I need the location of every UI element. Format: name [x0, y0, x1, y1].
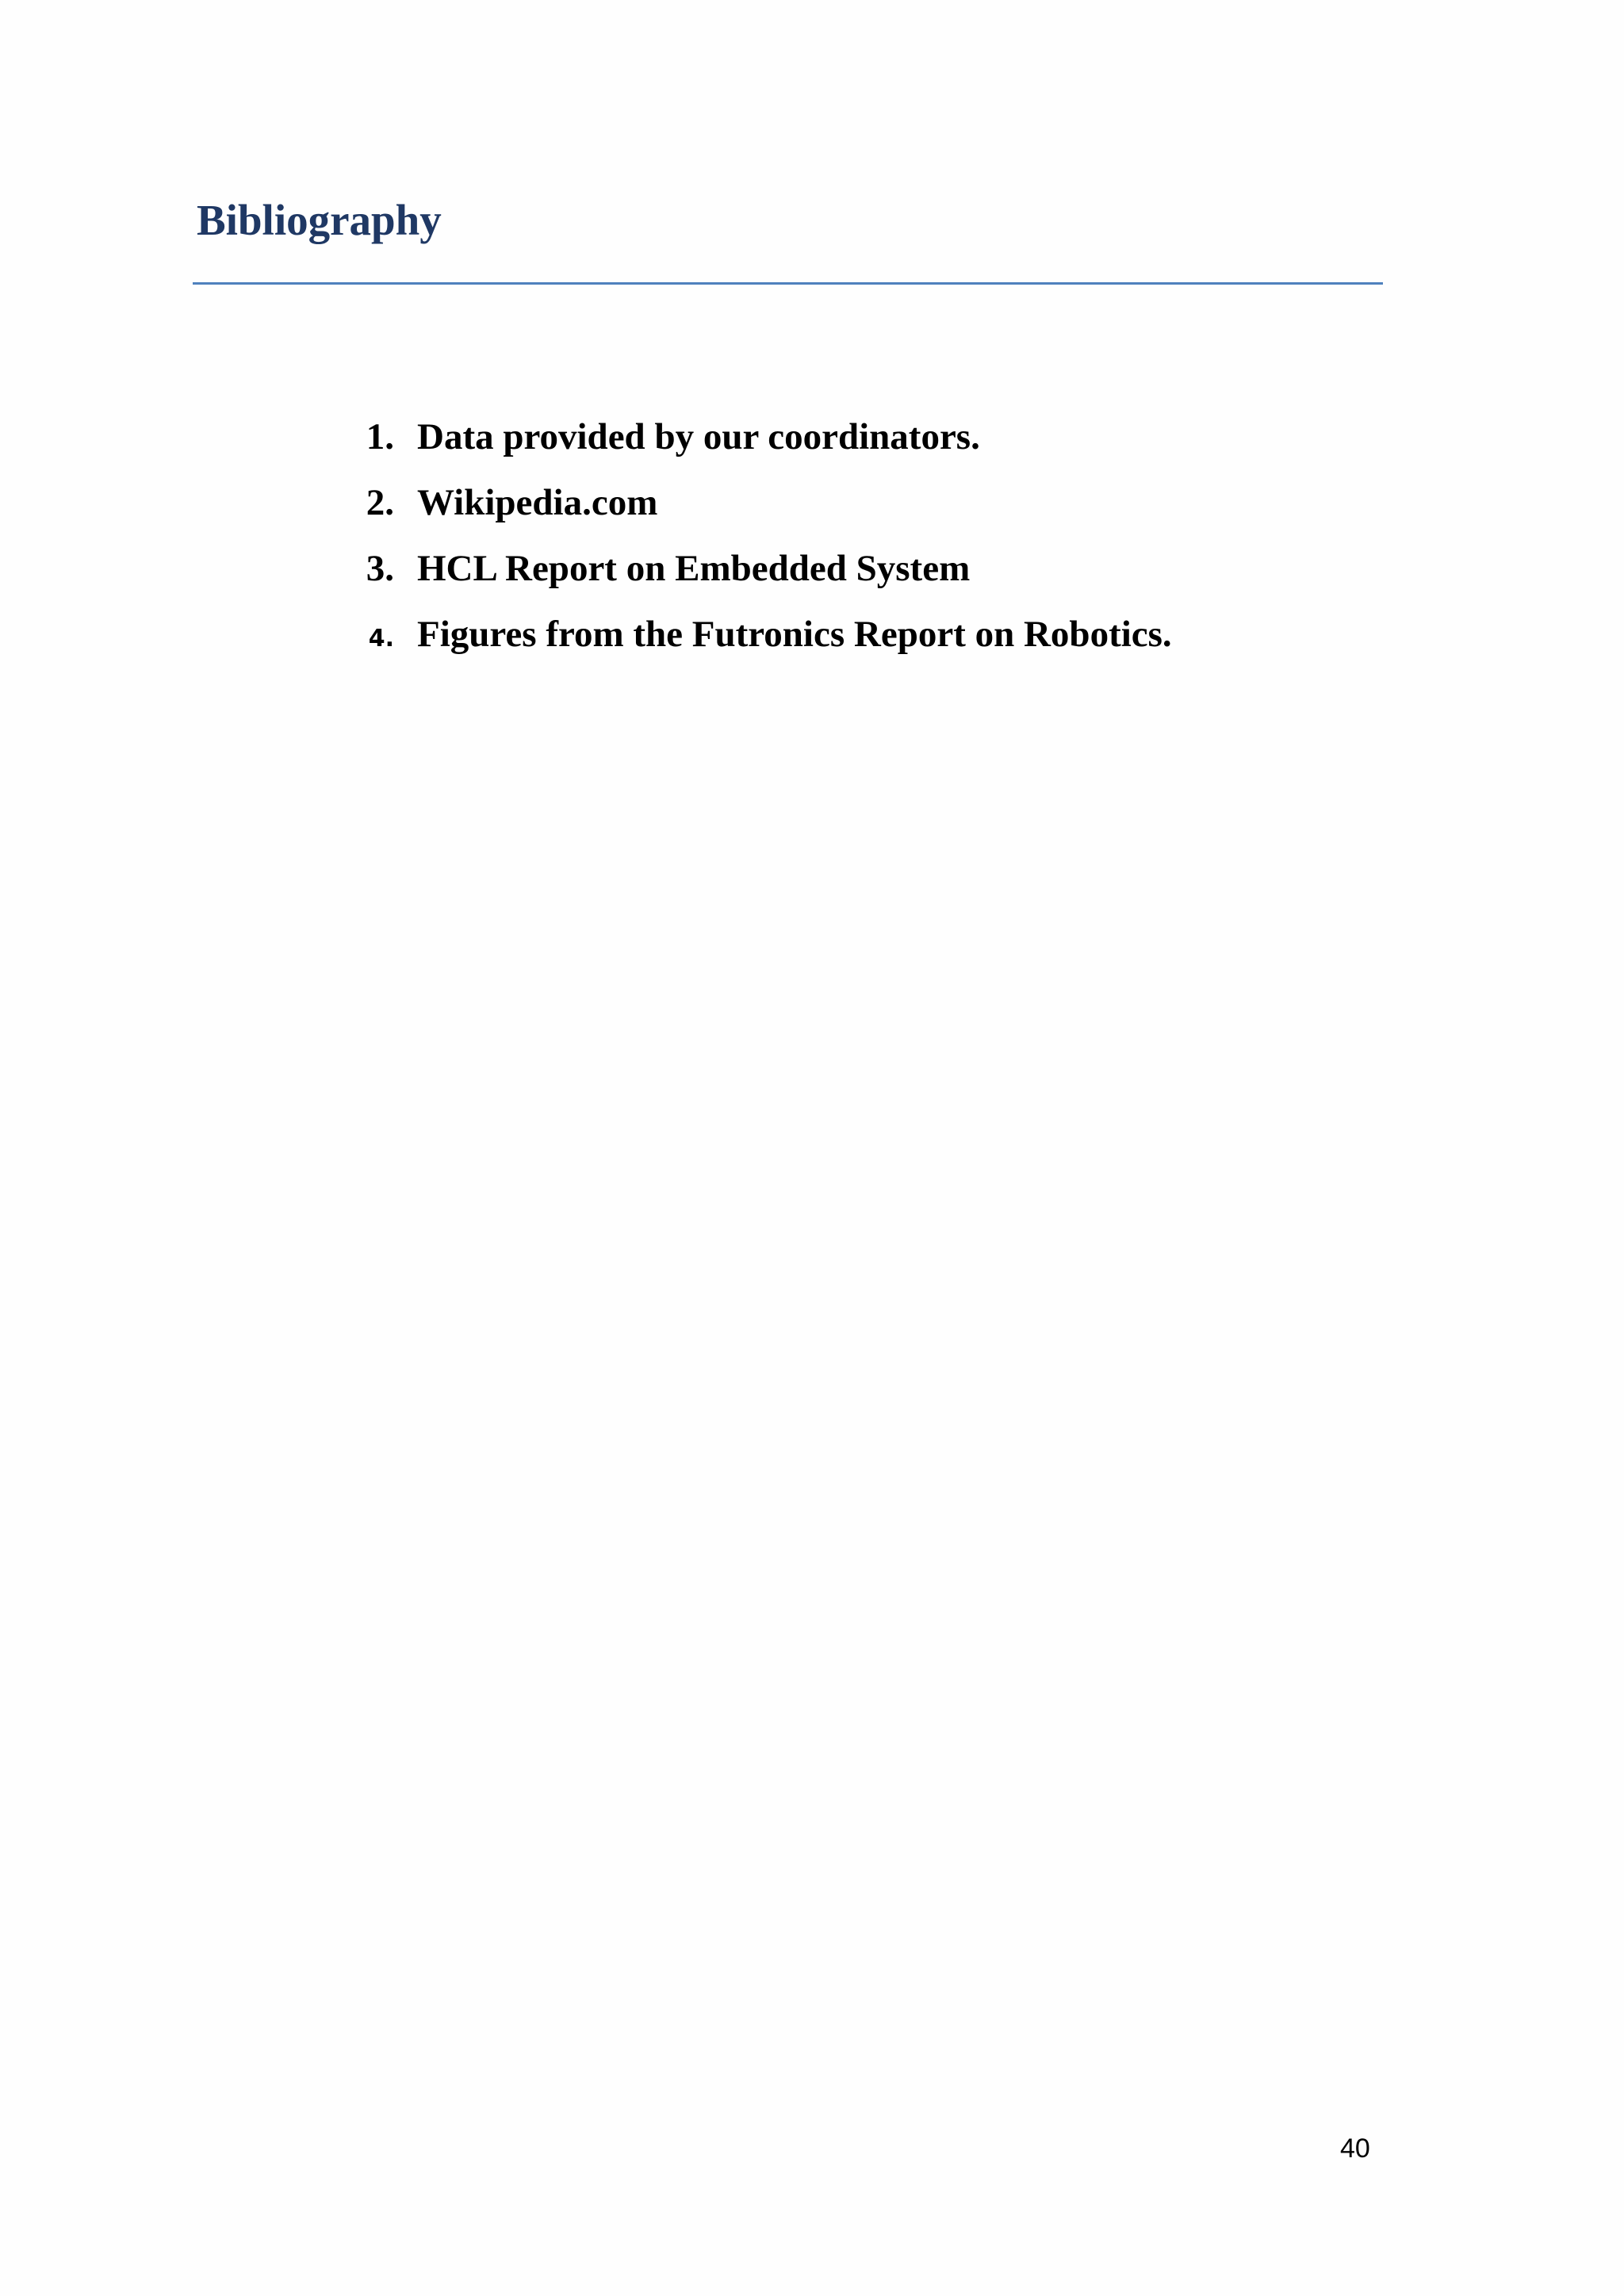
item-number: 3.	[366, 548, 394, 589]
item-number: 4.	[368, 625, 394, 652]
item-text: Figures from the Futronics Report on Robotics.	[417, 614, 1172, 655]
bibliography-list	[341, 409, 1172, 672]
item-text: HCL Report on Embedded System	[417, 548, 971, 589]
page-title: Bibliography	[197, 196, 442, 244]
bibliography-item	[341, 607, 1172, 672]
heading-rule	[193, 282, 1383, 285]
item-number: 1.	[366, 416, 394, 457]
bibliography-item	[341, 541, 1172, 607]
page-number: 40	[1340, 2133, 1370, 2164]
bibliography-item	[341, 409, 1172, 475]
bibliography-item	[341, 475, 1172, 541]
item-text: Data provided by our coordinators.	[417, 416, 980, 457]
item-text: Wikipedia.com	[417, 482, 658, 523]
item-number: 2.	[366, 482, 394, 523]
